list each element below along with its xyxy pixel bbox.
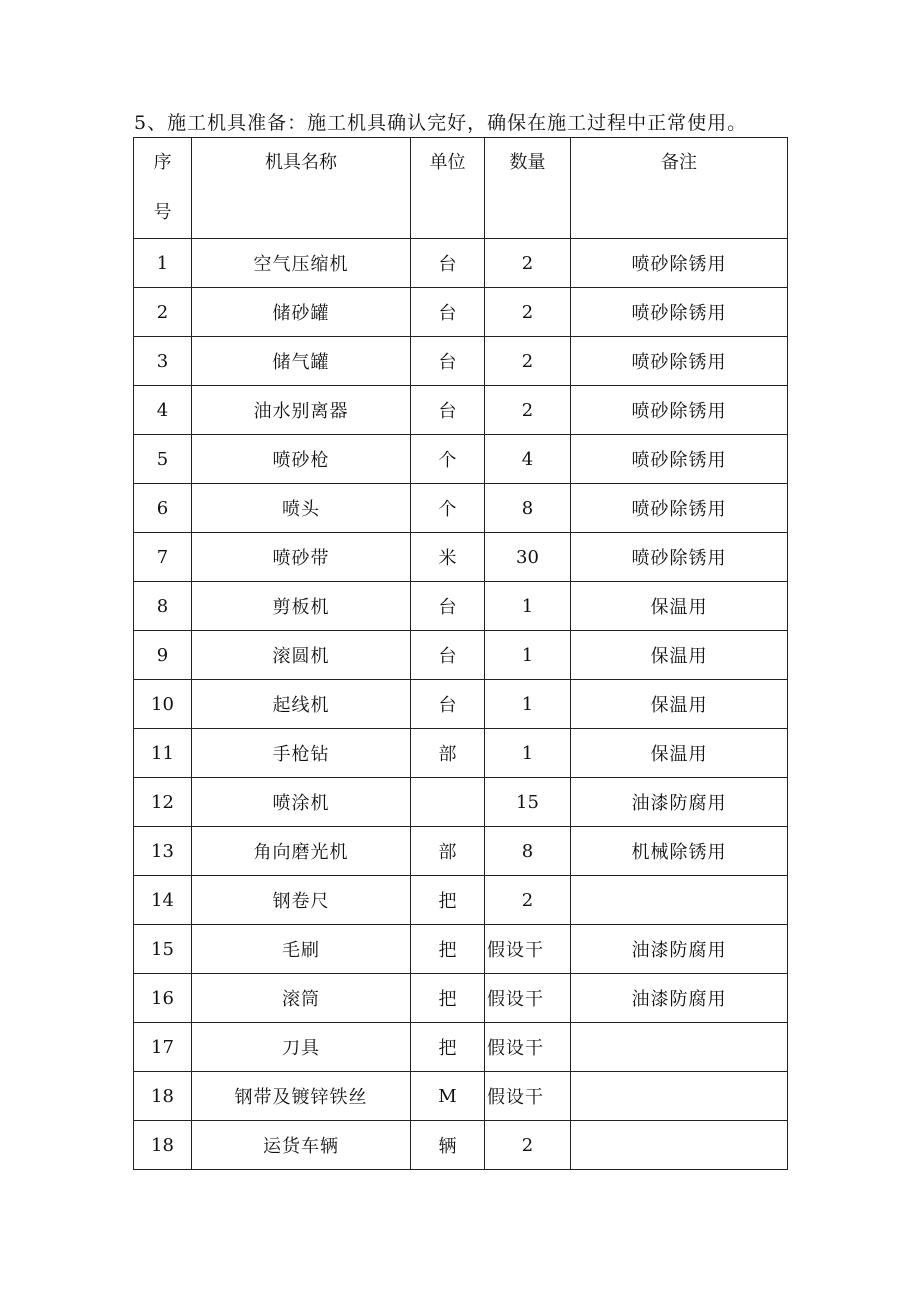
cell-no: 11: [134, 729, 192, 778]
table-row: [134, 533, 788, 582]
cell-unit: 台: [411, 680, 485, 729]
cell-qty: 2: [485, 386, 571, 435]
cell-name: 油水别离器: [192, 386, 411, 435]
table-row: [134, 974, 788, 1023]
cell-no: 14: [134, 876, 192, 925]
cell-name: 毛刷: [192, 925, 411, 974]
cell-name: 钢带及镀锌铁丝: [192, 1072, 411, 1121]
header-quantity: 数量: [485, 138, 571, 239]
cell-name: 喷砂带: [192, 533, 411, 582]
table-row: [134, 582, 788, 631]
header-unit: 单位: [411, 138, 485, 239]
cell-qty: 8: [485, 827, 571, 876]
cell-name: 滚圆机: [192, 631, 411, 680]
cell-qty: 4: [485, 435, 571, 484]
cell-name: 刀具: [192, 1023, 411, 1072]
cell-remark: 喷砂除锈用: [571, 337, 788, 386]
cell-unit: 米: [411, 533, 485, 582]
cell-unit: 台: [411, 239, 485, 288]
cell-remark: 油漆防腐用: [571, 925, 788, 974]
table-row: [134, 1072, 788, 1121]
table-row: [134, 631, 788, 680]
table-row: [134, 1121, 788, 1170]
cell-no: 2: [134, 288, 192, 337]
cell-no: 10: [134, 680, 192, 729]
cell-remark: [571, 1023, 788, 1072]
cell-qty: 2: [485, 288, 571, 337]
cell-remark: 保温用: [571, 680, 788, 729]
cell-name: 运货车辆: [192, 1121, 411, 1170]
cell-remark: 喷砂除锈用: [571, 288, 788, 337]
table-row: [134, 680, 788, 729]
cell-remark: [571, 1121, 788, 1170]
cell-qty: 1: [485, 680, 571, 729]
cell-no: 7: [134, 533, 192, 582]
cell-remark: 机械除锈用: [571, 827, 788, 876]
cell-remark: [571, 1072, 788, 1121]
cell-remark: [571, 876, 788, 925]
cell-remark: 油漆防腐用: [571, 778, 788, 827]
cell-name: 储砂罐: [192, 288, 411, 337]
table-row: [134, 239, 788, 288]
cell-qty: 假设干: [485, 925, 571, 974]
cell-name: 喷砂枪: [192, 435, 411, 484]
cell-qty: 30: [485, 533, 571, 582]
cell-no: 3: [134, 337, 192, 386]
cell-qty: 假设干: [485, 1023, 571, 1072]
table-header-row: [134, 138, 788, 239]
cell-unit: 台: [411, 337, 485, 386]
cell-no: 9: [134, 631, 192, 680]
table-row: [134, 729, 788, 778]
cell-remark: 保温用: [571, 631, 788, 680]
cell-name: 空气压缩机: [192, 239, 411, 288]
cell-remark: 喷砂除锈用: [571, 435, 788, 484]
cell-no: 18: [134, 1121, 192, 1170]
cell-name: 角向磨光机: [192, 827, 411, 876]
cell-remark: 保温用: [571, 582, 788, 631]
cell-unit: 台: [411, 386, 485, 435]
cell-unit: 把: [411, 1023, 485, 1072]
cell-unit: 把: [411, 974, 485, 1023]
table-row: [134, 1023, 788, 1072]
cell-remark: 保温用: [571, 729, 788, 778]
cell-unit: 部: [411, 827, 485, 876]
table-row: [134, 827, 788, 876]
table-row: [134, 435, 788, 484]
cell-no: 15: [134, 925, 192, 974]
cell-no: 4: [134, 386, 192, 435]
cell-qty: 1: [485, 582, 571, 631]
cell-qty: 2: [485, 1121, 571, 1170]
cell-unit: 部: [411, 729, 485, 778]
cell-qty: 2: [485, 876, 571, 925]
table-body: [134, 239, 788, 1170]
cell-no: 8: [134, 582, 192, 631]
table-row: [134, 484, 788, 533]
cell-qty: 假设干: [485, 974, 571, 1023]
cell-unit: 台: [411, 582, 485, 631]
cell-unit: 把: [411, 925, 485, 974]
cell-no: 16: [134, 974, 192, 1023]
cell-name: 滚筒: [192, 974, 411, 1023]
cell-no: 6: [134, 484, 192, 533]
table-row: [134, 386, 788, 435]
cell-unit: 台: [411, 631, 485, 680]
cell-qty: 假设干: [485, 1072, 571, 1121]
cell-qty: 1: [485, 729, 571, 778]
cell-qty: 2: [485, 239, 571, 288]
cell-name: 钢卷尺: [192, 876, 411, 925]
header-equipment-name: 机具名称: [192, 138, 411, 239]
cell-no: 13: [134, 827, 192, 876]
cell-unit: 个: [411, 435, 485, 484]
cell-remark: 喷砂除锈用: [571, 484, 788, 533]
cell-no: 12: [134, 778, 192, 827]
cell-name: 起线机: [192, 680, 411, 729]
cell-qty: 2: [485, 337, 571, 386]
equipment-table: [133, 137, 788, 1170]
table-row: [134, 288, 788, 337]
header-remark: 备注: [571, 138, 788, 239]
cell-no: 1: [134, 239, 192, 288]
cell-name: 剪板机: [192, 582, 411, 631]
cell-remark: 喷砂除锈用: [571, 239, 788, 288]
cell-no: 18: [134, 1072, 192, 1121]
cell-unit: M: [411, 1072, 485, 1121]
cell-unit: 把: [411, 876, 485, 925]
cell-name: 手枪钻: [192, 729, 411, 778]
cell-remark: 喷砂除锈用: [571, 533, 788, 582]
cell-qty: 1: [485, 631, 571, 680]
header-serial-number: 序号: [134, 138, 192, 239]
cell-remark: 喷砂除锈用: [571, 386, 788, 435]
table-row: [134, 876, 788, 925]
cell-no: 17: [134, 1023, 192, 1072]
table-row: [134, 337, 788, 386]
cell-remark: 油漆防腐用: [571, 974, 788, 1023]
table-row: [134, 925, 788, 974]
cell-unit: [411, 778, 485, 827]
cell-name: 喷头: [192, 484, 411, 533]
cell-qty: 8: [485, 484, 571, 533]
cell-qty: 15: [485, 778, 571, 827]
cell-no: 5: [134, 435, 192, 484]
cell-name: 储气罐: [192, 337, 411, 386]
cell-unit: 台: [411, 288, 485, 337]
cell-unit: 辆: [411, 1121, 485, 1170]
table-row: [134, 778, 788, 827]
section-heading: 5、施工机具准备：施工机具确认完好，确保在施工过程中正常使用。: [134, 112, 748, 134]
cell-unit: 个: [411, 484, 485, 533]
cell-name: 喷涂机: [192, 778, 411, 827]
